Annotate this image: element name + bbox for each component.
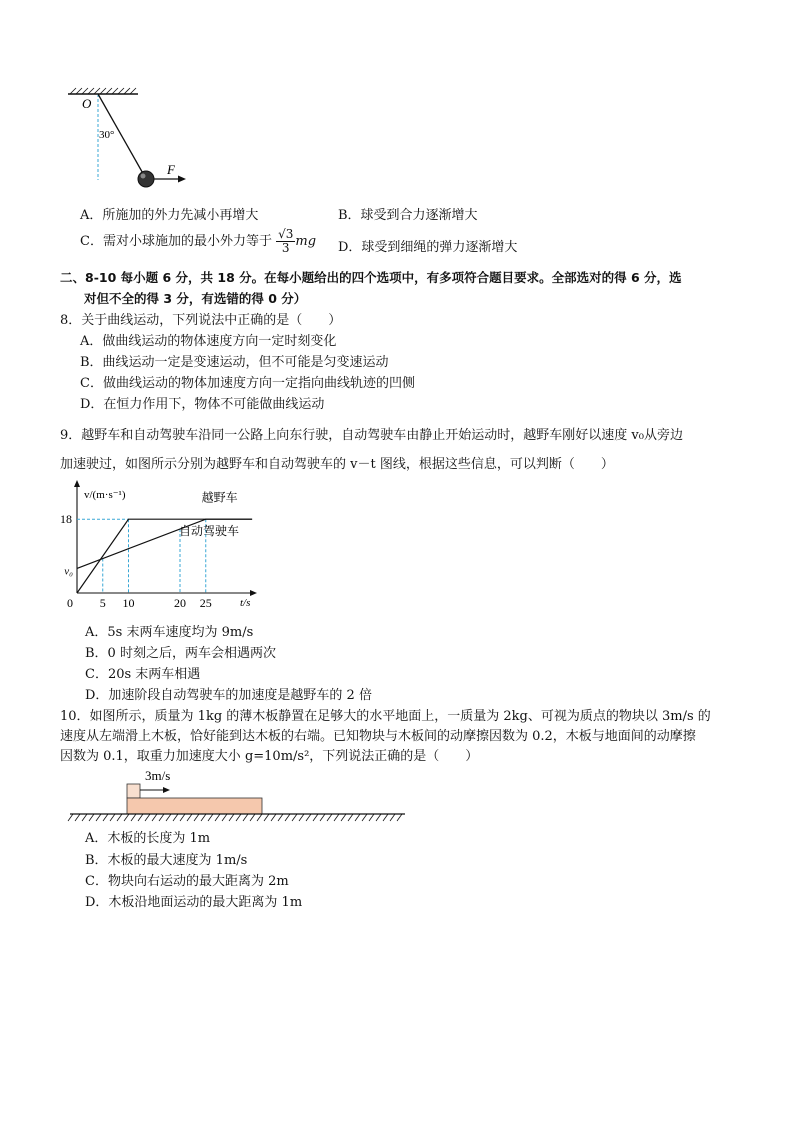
q7-option-c-text: C．需对小球施加的最小外力等于 xyxy=(80,234,272,249)
label-force: F xyxy=(167,162,175,177)
q10-stem-line2: 速度从左端滑上木板，恰好能到达木板的右端。已知物块与木板间的动摩擦因数为 0.2，木板与地面间的动摩擦 xyxy=(60,729,696,744)
label-angle: 30° xyxy=(99,129,115,141)
q9-stem-line1: 9．越野车和自动驾驶车沿同一公路上向东行驶，自动驾驶车由静止开始运动时，越野车刚好以速度 v₀从旁边 xyxy=(60,428,683,443)
q7-option-c xyxy=(80,228,316,255)
q8-option: D．在恒力作用下，物体不可能做曲线运动 xyxy=(80,397,325,412)
x-tick-label: 5 xyxy=(99,596,106,610)
q9-option: B．0 时刻之后，两车会相遇两次 xyxy=(85,646,276,661)
q7-option-d: D．球受到细绳的弹力逐渐增大 xyxy=(338,240,518,255)
q9-option: D．加速阶段自动驾驶车的加速度是越野车的 2 倍 xyxy=(85,688,372,703)
board-figure xyxy=(65,764,410,826)
q8-stem: 8．关于曲线运动，下列说法中正确的是（ ） xyxy=(60,313,342,328)
q8-option: C．做曲线运动的物体加速度方向一定指向曲线轨迹的凹侧 xyxy=(80,376,415,391)
fraction xyxy=(276,228,295,255)
section2-header-line2: 对但不全的得 3 分，有选错的得 0 分） xyxy=(84,291,307,306)
ball xyxy=(138,171,154,187)
y-axis-label: v/(m·s⁻¹) xyxy=(84,489,126,501)
x-axis-arrow xyxy=(250,590,257,596)
q10-option: B．木板的最大速度为 1m/s xyxy=(85,853,248,868)
section2-header-line1: 二、8-10 每小题 6 分，共 18 分。在每小题给出的四个选项中，有多项符合题目要求。全部选对的得 6 分，选 xyxy=(60,270,682,285)
vt-chart xyxy=(55,478,260,613)
q7-option-c-unit: mg xyxy=(295,234,317,249)
fraction-numerator: √3 xyxy=(278,227,294,241)
velocity-label: 3m/s xyxy=(145,768,171,783)
q10-stem-line3: 因数为 0.1，取重力加速度大小 g=10m/s²，下列说法正确的是（ ） xyxy=(60,749,479,764)
x-tick-label: 25 xyxy=(199,596,212,610)
fraction-denominator: 3 xyxy=(281,241,290,255)
y-tick-label: 18 xyxy=(60,512,72,527)
q10-option: D．木板沿地面运动的最大距离为 1m xyxy=(85,895,303,910)
wooden-board xyxy=(127,798,262,814)
x-tick-label: 20 xyxy=(174,596,186,610)
origin-label: 0 xyxy=(67,596,73,610)
q9-stem-line2: 加速驶过，如图所示分别为越野车和自动驾驶车的 v－t 图线，根据这些信息，可以判断（ ） xyxy=(60,457,614,472)
series-label-offroad: 越野车 xyxy=(201,490,238,505)
q7-option-a: A．所施加的外力先减小再增大 xyxy=(80,208,259,223)
q10-stem-line1: 10．如图所示，质量为 1kg 的薄木板静置在足够大的水平地面上，一质量为 2kg、可视为质点的物块以 3m/s 的 xyxy=(60,709,711,724)
q7-option-b: B．球受到合力逐渐增大 xyxy=(338,208,478,223)
x-axis-label: t/s xyxy=(240,597,251,609)
pendulum-figure xyxy=(60,80,200,200)
q9-option: A．5s 末两车速度均为 9m/s xyxy=(85,625,254,640)
q10-option: A．木板的长度为 1m xyxy=(85,831,211,846)
label-o: O xyxy=(82,96,92,111)
q10-option: C．物块向右运动的最大距离为 2m xyxy=(85,874,289,889)
q8-option: A．做曲线运动的物体速度方向一定时刻变化 xyxy=(80,334,337,349)
q9-option: C．20s 末两车相遇 xyxy=(85,667,201,682)
series-label-autonomous: 自动驾驶车 xyxy=(178,523,239,538)
x-tick-label: 10 xyxy=(122,596,135,610)
block xyxy=(127,784,140,798)
v0-label: v₀ xyxy=(64,565,73,578)
y-axis-arrow xyxy=(74,480,80,487)
q8-option: B．曲线运动一定是变速运动，但不可能是匀变速运动 xyxy=(80,355,389,370)
